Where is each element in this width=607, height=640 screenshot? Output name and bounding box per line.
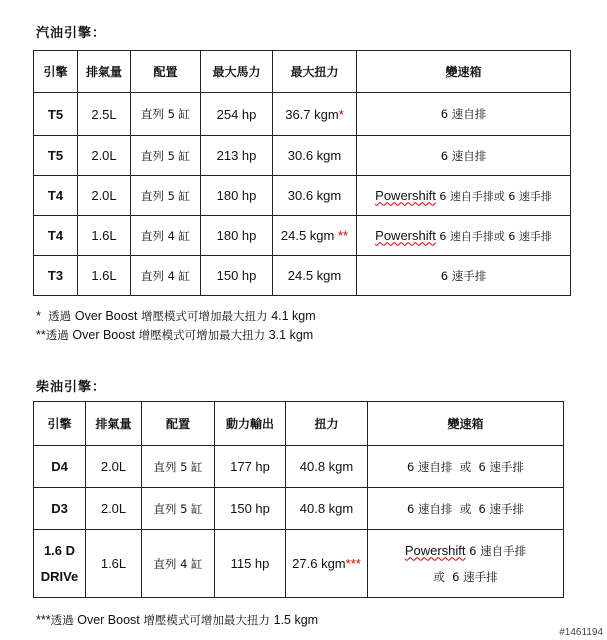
layout-cell: 直列 4 缸 [142, 530, 215, 598]
engine-cell [34, 530, 86, 598]
engine-line-1: 1.6 D [43, 542, 76, 558]
power-cell: 180 hp [201, 216, 273, 256]
displacement-cell: 2.0L [78, 176, 131, 216]
torque-value: 30.6 kgm [287, 188, 342, 203]
displacement-cell: 2.0L [86, 488, 142, 530]
engine-cell: T3 [34, 256, 78, 296]
table-row [34, 530, 564, 598]
gearbox-cell [368, 530, 564, 598]
torque-value: 24.5 kgm [280, 228, 335, 243]
footnote-text-en: Over Boost [77, 613, 140, 627]
torque-cell [273, 216, 357, 256]
header-gearbox: 變速箱 [368, 402, 564, 446]
header-max-power: 最大馬力 [201, 51, 273, 93]
footnote-text-mid: 增壓模式可增加最大扭力 [134, 328, 269, 342]
displacement-cell: 1.6L [86, 530, 142, 598]
footnote-text-pre: 透過 [40, 309, 75, 323]
torque-footnote-mark: * [338, 106, 344, 122]
footnote-value: 4.1 kgm [271, 309, 316, 323]
layout-cell: 直列 5 缸 [131, 176, 201, 216]
engine-cell: D4 [34, 446, 86, 488]
torque-cell: 40.8 kgm [286, 488, 368, 530]
gearbox-text: 6 速自手排或 6 速手排 [435, 229, 552, 243]
table-header-row [34, 51, 571, 93]
table-row [34, 488, 564, 530]
table-header-row [34, 402, 564, 446]
torque-cell [286, 530, 368, 598]
gearbox-prefix: Powershift [375, 187, 436, 203]
displacement-cell: 2.0L [78, 136, 131, 176]
layout-cell: 直列 4 缸 [131, 216, 201, 256]
displacement-cell: 2.0L [86, 446, 142, 488]
table-row [34, 176, 571, 216]
footnote-text-mid: 增壓模式可增加最大扭力 [137, 309, 272, 323]
layout-cell: 直列 5 缸 [142, 488, 215, 530]
power-cell: 150 hp [201, 256, 273, 296]
footnote-text-pre: 透過 [45, 328, 73, 342]
engine-cell: T4 [34, 176, 78, 216]
power-cell: 213 hp [201, 136, 273, 176]
header-gearbox: 變速箱 [357, 51, 571, 93]
torque-footnote-mark: ** [334, 228, 349, 243]
footnote-text-en: Over Boost [72, 328, 135, 342]
engine-cell: D3 [34, 488, 86, 530]
footnote-value: 3.1 kgm [268, 328, 314, 342]
gasoline-footnote-1 [36, 308, 316, 324]
header-power-output: 動力輸出 [215, 402, 286, 446]
diesel-engine-table [33, 401, 564, 598]
torque-cell [273, 136, 357, 176]
torque-cell: 40.8 kgm [286, 446, 368, 488]
table-row [34, 256, 571, 296]
gearbox-cell [357, 176, 571, 216]
gasoline-engine-table [33, 50, 571, 296]
header-engine: 引擎 [34, 51, 78, 93]
footnote-mark: *** [36, 613, 51, 627]
header-displacement: 排氣量 [78, 51, 131, 93]
footnote-text-en: Over Boost [74, 309, 138, 323]
footnote-text-mid: 增壓模式可增加最大扭力 [139, 613, 274, 627]
header-displacement: 排氣量 [86, 402, 142, 446]
power-cell: 177 hp [215, 446, 286, 488]
gearbox-cell: 6 速手排 [357, 256, 571, 296]
table-row [34, 93, 571, 136]
gearbox-cell: 6 速自排 或 6 速手排 [368, 488, 564, 530]
header-torque: 扭力 [286, 402, 368, 446]
watermark-id: #1461194 [559, 627, 603, 638]
layout-cell: 直列 5 缸 [142, 446, 215, 488]
table-row [34, 446, 564, 488]
torque-cell [273, 176, 357, 216]
engine-cell: T4 [34, 216, 78, 256]
gearbox-cell [357, 216, 571, 256]
gearbox-prefix: Powershift [375, 227, 436, 243]
gearbox-cell: 6 速自排 [357, 93, 571, 136]
footnote-mark: ** [36, 328, 46, 342]
torque-value: 36.7 kgm [285, 106, 339, 122]
gasoline-footnote-2 [36, 327, 313, 343]
torque-cell [273, 256, 357, 296]
torque-value: 30.6 kgm [287, 148, 342, 163]
torque-value: 27.6 kgm [292, 556, 346, 571]
layout-cell: 直列 5 缸 [131, 136, 201, 176]
header-max-torque: 最大扭力 [273, 51, 357, 93]
footnote-mark: * [36, 309, 41, 323]
table-row [34, 216, 571, 256]
displacement-cell: 1.6L [78, 256, 131, 296]
diesel-heading: 柴油引擎： [36, 380, 107, 395]
gearbox-text-line-1: 6 速自手排 [465, 543, 527, 558]
power-cell: 254 hp [201, 93, 273, 136]
gearbox-cell: 6 速自排 或 6 速手排 [368, 446, 564, 488]
torque-footnote-mark: *** [345, 556, 361, 571]
table-row [34, 136, 571, 176]
displacement-cell: 1.6L [78, 216, 131, 256]
gearbox-prefix: Powershift [404, 542, 466, 558]
gearbox-text: 6 速自手排或 6 速手排 [435, 189, 552, 203]
gearbox-text-line-2: 或 6 速手排 [433, 569, 498, 584]
gearbox-cell: 6 速自排 [357, 136, 571, 176]
gasoline-heading: 汽油引擎： [36, 26, 107, 41]
torque-value: 24.5 kgm [287, 268, 342, 283]
torque-cell [273, 93, 357, 136]
footnote-text-pre: 透過 [50, 613, 78, 627]
engine-cell: T5 [34, 93, 78, 136]
header-layout: 配置 [131, 51, 201, 93]
displacement-cell: 2.5L [78, 93, 131, 136]
footnote-value: 1.5 kgm [273, 613, 319, 627]
layout-cell: 直列 4 缸 [131, 256, 201, 296]
power-cell: 150 hp [215, 488, 286, 530]
power-cell: 180 hp [201, 176, 273, 216]
layout-cell: 直列 5 缸 [131, 93, 201, 136]
engine-line-2: DRIVe [40, 568, 79, 584]
header-engine: 引擎 [34, 402, 86, 446]
power-cell: 115 hp [215, 530, 286, 598]
engine-cell: T5 [34, 136, 78, 176]
diesel-footnote [36, 612, 318, 628]
header-layout: 配置 [142, 402, 215, 446]
